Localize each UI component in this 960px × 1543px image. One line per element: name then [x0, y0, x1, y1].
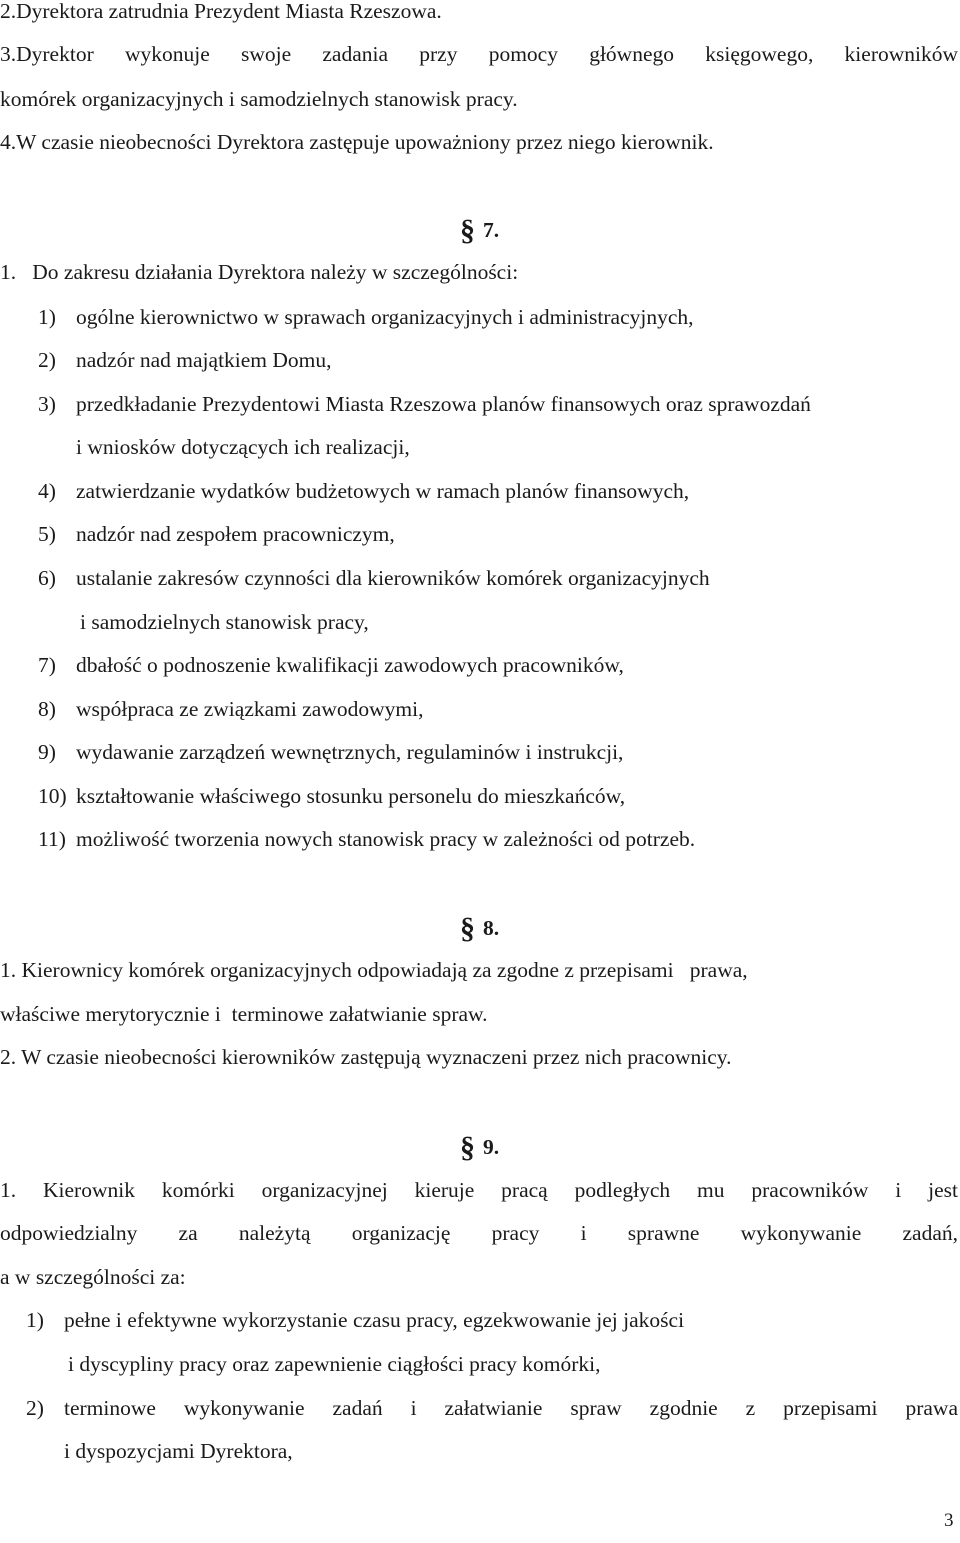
item-number: 4) [38, 479, 56, 503]
list-item [38, 783, 625, 809]
section-7-heading [460, 214, 500, 247]
lead-text: Do zakresu działania Dyrektora należy w szczególności: [32, 260, 519, 284]
item-text: współpraca ze związkami zawodowymi, [76, 697, 424, 721]
lead-number: 1. [0, 260, 17, 284]
list-item [38, 696, 423, 722]
item-number: 3) [38, 392, 56, 416]
list-item-continuation: i dyspozycjami Dyrektora, [64, 1439, 293, 1463]
section-symbol: § [460, 1131, 475, 1164]
section-7-lead [0, 259, 518, 285]
page-number: 3 [944, 1510, 954, 1531]
item-number: 2) [26, 1396, 44, 1420]
item-text: możliwość tworzenia nowych stanowisk pracy w zależności od potrzeb. [76, 827, 696, 851]
list-item-continuation: i wniosków dotyczących ich realizacji, [76, 435, 410, 459]
item-text: nadzór nad majątkiem Domu, [76, 348, 332, 372]
paragraph-3-line-2: komórek organizacyjnych i samodzielnych stanowisk pracy. [0, 87, 518, 111]
paragraph-2: 2.Dyrektora zatrudnia Prezydent Miasta Rzeszowa. [0, 0, 442, 23]
list-item [38, 304, 694, 330]
item-number: 5) [38, 522, 56, 546]
item-number: 1) [26, 1308, 44, 1332]
item-number: 9) [38, 740, 56, 764]
section-number: 8. [483, 916, 500, 940]
item-text: przedkładanie Prezydentowi Miasta Rzeszowa planów finansowych oraz sprawozdań [76, 392, 811, 416]
item-text: ogólne kierownictwo w sprawach organizacyjnych i administracyjnych, [76, 305, 694, 329]
item-number: 7) [38, 653, 56, 677]
list-item-continuation: i samodzielnych stanowisk pracy, [80, 610, 369, 634]
item-text: terminowe wykonywanie zadań i załatwianie spraw zgodnie z przepisami prawa [64, 1396, 958, 1420]
item-number: 1) [38, 305, 56, 329]
section-8-paragraph-1-line-2: właściwe merytorycznie i terminowe załatwianie spraw. [0, 1002, 488, 1026]
section-8-paragraph-1-line-1: 1. Kierownicy komórek organizacyjnych odpowiadają za zgodne z przepisami prawa, [0, 958, 748, 982]
list-item [38, 391, 811, 417]
section-9-paragraph-1-line-3: a w szczególności za: [0, 1265, 186, 1289]
item-text: kształtowanie właściwego stosunku personelu do mieszkańców, [76, 784, 626, 808]
item-text: zatwierdzanie wydatków budżetowych w ramach planów finansowych, [76, 479, 690, 503]
item-text: ustalanie zakresów czynności dla kierowników komórek organizacyjnych [76, 566, 710, 590]
paragraph-3-line-1: 3.Dyrektor wykonuje swoje zadania przy pomocy głównego księgowego, kierowników [0, 42, 958, 66]
section-9-paragraph-1-line-1: 1. Kierownik komórki organizacyjnej kieruje pracą podległych mu pracowników i jest [0, 1178, 958, 1202]
item-number: 10) [38, 784, 67, 808]
paragraph-4: 4.W czasie nieobecności Dyrektora zastępuje upoważniony przez niego kierownik. [0, 130, 714, 154]
section-8-heading [460, 912, 500, 945]
section-number: 9. [483, 1135, 500, 1159]
list-item [26, 1307, 684, 1333]
list-item [38, 565, 710, 591]
item-text: dbałość o podnoszenie kwalifikacji zawodowych pracowników, [76, 653, 624, 677]
section-number: 7. [483, 218, 500, 242]
item-text: wydawanie zarządzeń wewnętrznych, regulaminów i instrukcji, [76, 740, 624, 764]
item-text: pełne i efektywne wykorzystanie czasu pracy, egzekwowanie jej jakości [64, 1308, 685, 1332]
item-number: 8) [38, 697, 56, 721]
list-item [38, 347, 332, 373]
section-8-paragraph-2: 2. W czasie nieobecności kierowników zastępują wyznaczeni przez nich pracownicy. [0, 1045, 732, 1069]
list-item-continuation: i dyscypliny pracy oraz zapewnienie ciągłości pracy komórki, [68, 1352, 601, 1376]
list-item [38, 478, 689, 504]
list-item [26, 1395, 958, 1421]
list-item [38, 652, 624, 678]
section-symbol: § [460, 912, 475, 945]
list-item [38, 826, 695, 852]
item-number: 6) [38, 566, 56, 590]
section-symbol: § [460, 214, 475, 247]
item-number: 11) [38, 827, 66, 851]
section-9-paragraph-1-line-2: odpowiedzialny za należytą organizację pracy i sprawne wykonywanie zadań, [0, 1221, 958, 1245]
list-item [38, 739, 623, 765]
list-item [38, 521, 395, 547]
item-number: 2) [38, 348, 56, 372]
item-text: nadzór nad zespołem pracowniczym, [76, 522, 395, 546]
section-9-heading [460, 1131, 500, 1164]
